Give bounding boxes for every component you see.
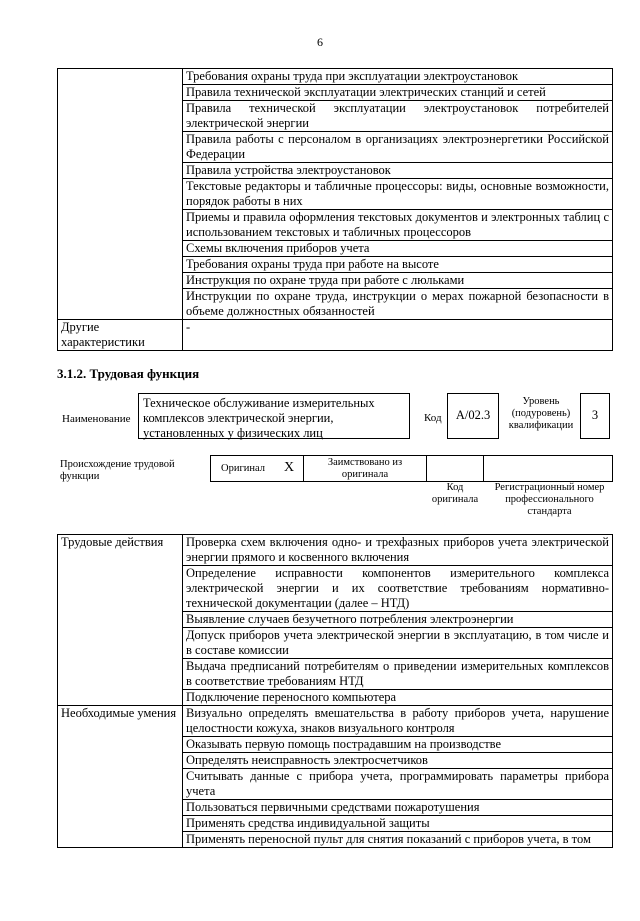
- action-row: Подключение переносного компьютера: [183, 690, 613, 706]
- name-label: Наименование: [62, 413, 131, 425]
- other-characteristics-value: -: [183, 320, 613, 351]
- skill-row: Применять средства индивидуальной защиты: [183, 816, 613, 832]
- knowledge-row: Инструкции по охране труда, инструкции о мерах пожарной безопасности в объеме должностных обязанностей: [183, 289, 613, 320]
- skill-row: Пользоваться первичными средствами пожаротушения: [183, 800, 613, 816]
- knowledge-row: Требования охраны труда при эксплуатации электроустановок: [183, 69, 613, 85]
- function-code-box: А/02.3: [447, 393, 499, 439]
- action-row: Проверка схем включения одно- и трехфазных приборов учета электрической энергии прямого и косвенного включения: [183, 535, 613, 566]
- skill-row: Применять переносной пульт для снятия показаний с приборов учета, в том: [183, 832, 613, 848]
- action-row: Выявление случаев безучетного потребления электроэнергии: [183, 612, 613, 628]
- regnum-caption: Регистрационный номер профессионального стандарта: [494, 482, 605, 517]
- code-original-caption: Код оригинала: [431, 482, 479, 505]
- knowledge-row: Приемы и правила оформления текстовых документов и электронных таблиц с использованием текстовых и табличных процессоров: [183, 210, 613, 241]
- skill-row: Оказывать первую помощь пострадавшим на производстве: [183, 737, 613, 753]
- skill-row: Считывать данные с прибора учета, программировать параметры прибора учета: [183, 769, 613, 800]
- borrowed-cell: [303, 455, 427, 482]
- knowledge-row: Схемы включения приборов учета: [183, 241, 613, 257]
- origin-label: Происхождение трудовой функции: [60, 459, 175, 482]
- knowledge-row: Правила работы с персоналом в организациях электроэнергетики Российской Федерации: [183, 132, 613, 163]
- knowledge-row: Требования охраны труда при работе на высоте: [183, 257, 613, 273]
- section-title: 3.1.2. Трудовая функция: [57, 366, 200, 381]
- knowledge-row: Текстовые редакторы и табличные процессоры: виды, основные возможности, порядок работы в них: [183, 179, 613, 210]
- borrowed-label: Заимствовано из оригинала: [327, 457, 403, 480]
- knowledge-label-cell: [58, 69, 183, 320]
- knowledge-row: Правила технической эксплуатации электроустановок потребителей электрической энергии: [183, 101, 613, 132]
- knowledge-row: Правила устройства электроустановок: [183, 163, 613, 179]
- action-row: Допуск приборов учета электрической энергии в эксплуатацию, в том числе и в составе комиссии: [183, 628, 613, 659]
- action-row: Определение исправности компонентов измерительного комплекса электрической энергии и их соответствие требованиям нормативно-технической документации (далее – НТД): [183, 566, 613, 612]
- code-label: Код: [424, 412, 442, 424]
- level-label: Уровень (подуровень) квалификации: [508, 396, 574, 431]
- function-name-box: Техническое обслуживание измерительных комплексов электрической энергии, установленных у физических лиц: [138, 393, 410, 439]
- original-label: Оригинал: [221, 463, 265, 474]
- page-number: 6: [317, 35, 323, 49]
- function-table: [57, 534, 613, 848]
- code-original-cell: [426, 455, 484, 482]
- level-value-box: 3: [580, 393, 610, 439]
- actions-label: Трудовые действия: [58, 535, 183, 706]
- action-row: Выдача предписаний потребителям о приведении измерительных комплексов в соответствие требованиям НТД: [183, 659, 613, 690]
- skill-row: Определять неисправность электросчетчиков: [183, 753, 613, 769]
- original-cell: [210, 455, 304, 482]
- knowledge-row: Правила технической эксплуатации электрических станций и сетей: [183, 85, 613, 101]
- knowledge-table: [57, 68, 613, 351]
- original-mark: X: [284, 460, 295, 475]
- skills-label: Необходимые умения: [58, 706, 183, 848]
- skill-row: Визуально определять вмешательства в работу приборов учета, нарушение целостности кожуха, знаков визуального контроля: [183, 706, 613, 737]
- regnum-cell: [483, 455, 613, 482]
- other-characteristics-label: Другие характеристики: [58, 320, 183, 351]
- knowledge-row: Инструкция по охране труда при работе с люльками: [183, 273, 613, 289]
